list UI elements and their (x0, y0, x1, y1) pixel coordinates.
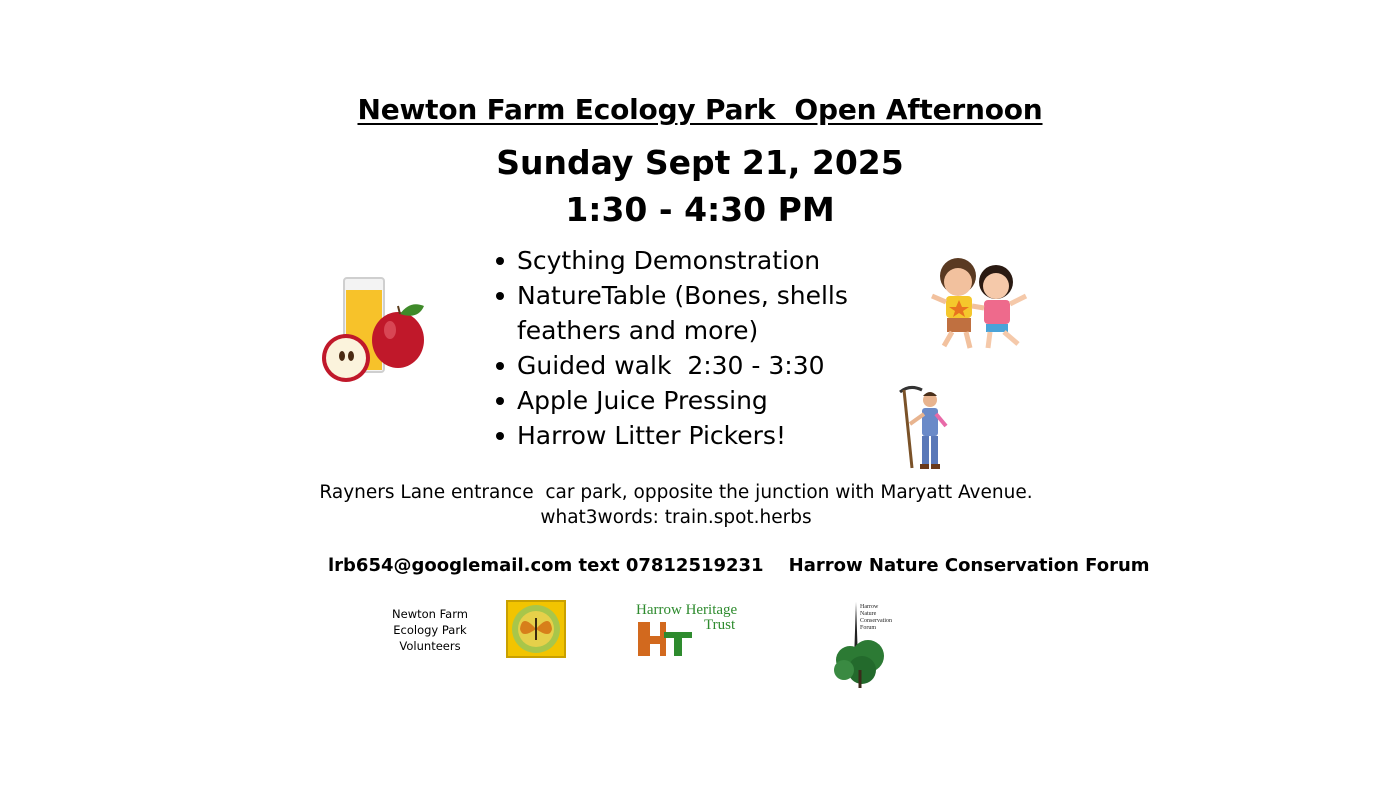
event-time: 1:30 - 4:30 PM (565, 190, 835, 229)
tree-logo-icon (830, 600, 900, 692)
heritage-logo-text-1: Harrow Heritage (636, 602, 738, 618)
activity-item: Scything Demonstration (517, 243, 917, 278)
forum-logo-text-3: Conservation (860, 618, 892, 624)
poster-title: Newton Farm Ecology Park Open Afternoon (357, 93, 1043, 126)
forum-logo-text-4: Forum (860, 625, 877, 631)
forum-logo-text-2: Nature (860, 611, 877, 617)
children-icon (928, 252, 1030, 356)
location-line-2: what3words: train.spot.herbs (540, 507, 812, 528)
activity-item: Guided walk 2:30 - 3:30 (517, 348, 917, 383)
scythe-person-icon (890, 384, 952, 474)
forum-logo-text-1: Harrow (860, 604, 879, 610)
contact-info: lrb654@googlemail.com text 07812519231 Harrow Nature Conservation Forum (328, 555, 1150, 576)
heritage-logo-text-2: Trust (704, 617, 736, 633)
activity-item: NatureTable (Bones, shells feathers and more) (517, 278, 917, 348)
location-info (0, 480, 1352, 530)
event-date: Sunday Sept 21, 2025 (496, 143, 904, 182)
volunteers-label: Newton Farm Ecology Park Volunteers (392, 607, 468, 653)
apple-juice-icon (318, 272, 430, 384)
harrow-heritage-logo-icon (634, 598, 746, 662)
activity-item: Apple Juice Pressing (517, 383, 917, 418)
location-line-1: Rayners Lane entrance car park, opposite the junction with Maryatt Avenue. (319, 482, 1033, 503)
activities-list (517, 243, 917, 453)
butterfly-logo-icon (506, 600, 566, 658)
activity-item: Harrow Litter Pickers! (517, 418, 917, 453)
